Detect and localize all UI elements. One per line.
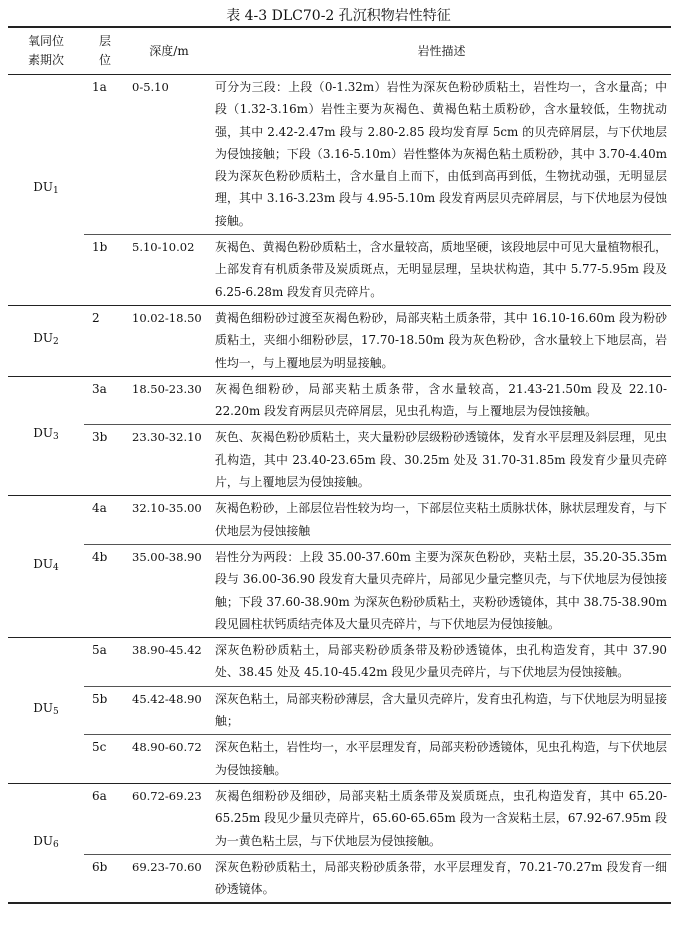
desc-cell: 灰褐色、黄褐色粉砂质粘土，含水量较高，质地坚硬，该段地层中可见大量植物根孔，上部发育有机质条带及炭质斑点，无明显层理，呈块状构造，其中 5.77-5.95m 段及 6.25-6.28m 段发育贝壳碎片。	[215, 240, 667, 299]
header-desc: 岩性描述	[417, 43, 466, 58]
table-row	[8, 638, 671, 687]
unit-subscript: 2	[53, 337, 59, 348]
table-title: 表 4-3 DLC70-2 孔沉积物岩性特征	[226, 8, 451, 24]
depth-cell: 38.90-45.42	[132, 643, 202, 658]
unit-label: DU	[33, 180, 53, 195]
header-unit-line1: 氧同位	[27, 34, 64, 48]
unit-subscript: 4	[53, 563, 59, 574]
depth-cell: 18.50-23.30	[132, 381, 202, 396]
table-row	[8, 305, 671, 376]
layer-cell: 4b	[92, 549, 108, 564]
header-unit-line2: 素期次	[27, 53, 64, 67]
unit-cell	[8, 305, 84, 376]
desc-cell: 灰褐色细粉砂，局部夹粘土质条带，含水量较高，21.43-21.50m 段及 22.10-22.20m 段发育两层贝壳碎屑层，见虫孔构造，与上覆地层为侵蚀接触。	[215, 381, 667, 419]
unit-label: DU	[33, 700, 53, 715]
layer-cell: 3b	[92, 430, 108, 445]
depth-cell: 23.30-32.10	[132, 430, 202, 445]
unit-cell	[8, 783, 84, 903]
layer-cell: 5b	[92, 691, 108, 706]
desc-cell: 深灰色粘土，局部夹粉砂薄层，含大量贝壳碎片，发育虫孔构造，与下伏地层为明显接触；	[215, 691, 667, 729]
unit-label: DU	[33, 833, 53, 848]
desc-cell: 岩性分为两段：上段 35.00-37.60m 主要为深灰色粉砂，夹粘土层，35.20-35.35m 段与 36.00-36.90 段发育大量贝壳碎片，局部见少量完整贝壳，与下伏地层为侵蚀接触；下段 37.60-38.90m 为深灰色粉砂质粘土，夹粉砂透镜体，其中 38.75-38.90m 段见圆柱状钙质结壳体及大量贝壳碎片，与下伏地层为侵蚀接触。	[215, 549, 667, 631]
unit-subscript: 6	[53, 839, 59, 850]
table-row	[8, 854, 671, 903]
desc-cell: 可分为三段：上段（0-1.32m）岩性为深灰色粉砂质粘土，岩性均一，含水量高；中段（1.32-3.16m）岩性主要为灰褐色、黄褐色粘土质粉砂，含水量较低，生物扰动强，其中 2.42-2.47m 段与 2.80-2.85 段均发育厚 5cm 的贝壳碎屑层，与下伏地层为侵蚀接触；下段（3.16-5.10m）岩性整体为灰褐色粘土质粉砂，其中 3.70-4.40m 段为深灰色粉砂质粘土，含水量自上而下，由低到高再到低，生物扰动强，无明显层理，其中 3.16-3.23m 段与 4.95-5.10m 段发育两层贝壳碎屑层，与下伏地层为侵蚀接触。	[215, 80, 667, 228]
layer-cell: 5c	[92, 740, 107, 755]
desc-cell: 灰褐色粉砂，上部层位岩性较为均一，下部层位夹粘土质脉状体，脉状层理发育，与下伏地层为侵蚀接触	[215, 501, 667, 538]
table-row	[8, 783, 671, 854]
unit-cell	[8, 638, 84, 784]
unit-label: DU	[33, 557, 53, 572]
layer-cell: 1b	[92, 240, 108, 255]
depth-cell: 60.72-69.23	[132, 788, 202, 803]
unit-subscript: 1	[53, 186, 59, 197]
header-depth: 深度/m	[149, 43, 189, 58]
layer-cell: 5a	[92, 643, 107, 658]
depth-cell: 10.02-18.50	[132, 310, 202, 325]
table-row	[8, 75, 671, 235]
table-row	[8, 376, 671, 425]
layer-cell: 4a	[92, 501, 107, 516]
depth-cell: 5.10-10.02	[132, 240, 195, 255]
lithology-table	[8, 26, 671, 904]
unit-cell	[8, 376, 84, 495]
layer-cell: 6a	[92, 788, 107, 803]
unit-subscript: 3	[53, 432, 59, 443]
table-header-row	[8, 27, 671, 75]
desc-cell: 黄褐色细粉砂过渡至灰褐色粉砂，局部夹粘土质条带，其中 16.10-16.60m 段为粉砂质粘土，夹细小细粉砂层，17.70-18.50m 段为灰色粉砂，含水量较上下地层高，岩性均一，与上覆地层为明显接触。	[215, 310, 667, 370]
header-layer-line1: 层	[98, 34, 111, 48]
unit-cell	[8, 75, 84, 306]
header-layer	[84, 27, 126, 75]
table-row	[8, 496, 671, 545]
table-row	[8, 686, 671, 735]
header-unit	[8, 27, 84, 75]
unit-label: DU	[33, 426, 53, 441]
table-row	[8, 235, 671, 306]
desc-cell: 深灰色粘土，岩性均一，水平层理发育，局部夹粉砂透镜体，见虫孔构造，与下伏地层为侵蚀接触。	[215, 740, 667, 777]
table-row	[8, 425, 671, 496]
desc-cell: 灰褐色细粉砂及细砂，局部夹粘土质条带及炭质斑点，虫孔构造发育，其中 65.20-65.25m 段见少量贝壳碎片，65.60-65.65m 段为一含炭粘土层，67.92-67.95m 段为一黄色粘土层，与下伏地层为侵蚀接触。	[215, 788, 667, 848]
header-layer-line2: 位	[98, 53, 111, 67]
depth-cell: 45.42-48.90	[132, 691, 202, 706]
desc-cell: 灰色、灰褐色粉砂质粘土，夹大量粉砂层级粉砂透镜体，发育水平层理及斜层理，见虫孔构造，其中 23.40-23.65m 段、30.25m 处及 31.70-31.85m 段发育少量贝壳碎片，与上覆地层为侵蚀接触。	[215, 430, 667, 490]
layer-cell: 1a	[92, 80, 107, 94]
depth-cell: 0-5.10	[132, 80, 169, 94]
depth-cell: 48.90-60.72	[132, 740, 202, 755]
unit-label: DU	[33, 331, 53, 346]
depth-cell: 35.00-38.90	[132, 549, 202, 564]
table-row	[8, 544, 671, 637]
unit-subscript: 5	[53, 706, 59, 717]
desc-cell: 深灰色粉砂质粘土，局部夹粉砂质条带，水平层理发育，70.21-70.27m 段发育一细砂透镜体。	[215, 859, 667, 897]
depth-cell: 32.10-35.00	[132, 501, 202, 516]
layer-cell: 3a	[92, 381, 107, 396]
depth-cell: 69.23-70.60	[132, 859, 202, 874]
layer-cell: 6b	[92, 859, 108, 874]
unit-cell	[8, 496, 84, 638]
desc-cell: 深灰色粉砂质粘土，局部夹粉砂质条带及粉砂透镜体，虫孔构造发育，其中 37.90 处、38.45 处及 45.10-45.42m 段见少量贝壳碎片，与下伏地层为侵蚀接触。	[215, 643, 667, 680]
layer-cell: 2	[92, 310, 100, 325]
table-row	[8, 735, 671, 784]
